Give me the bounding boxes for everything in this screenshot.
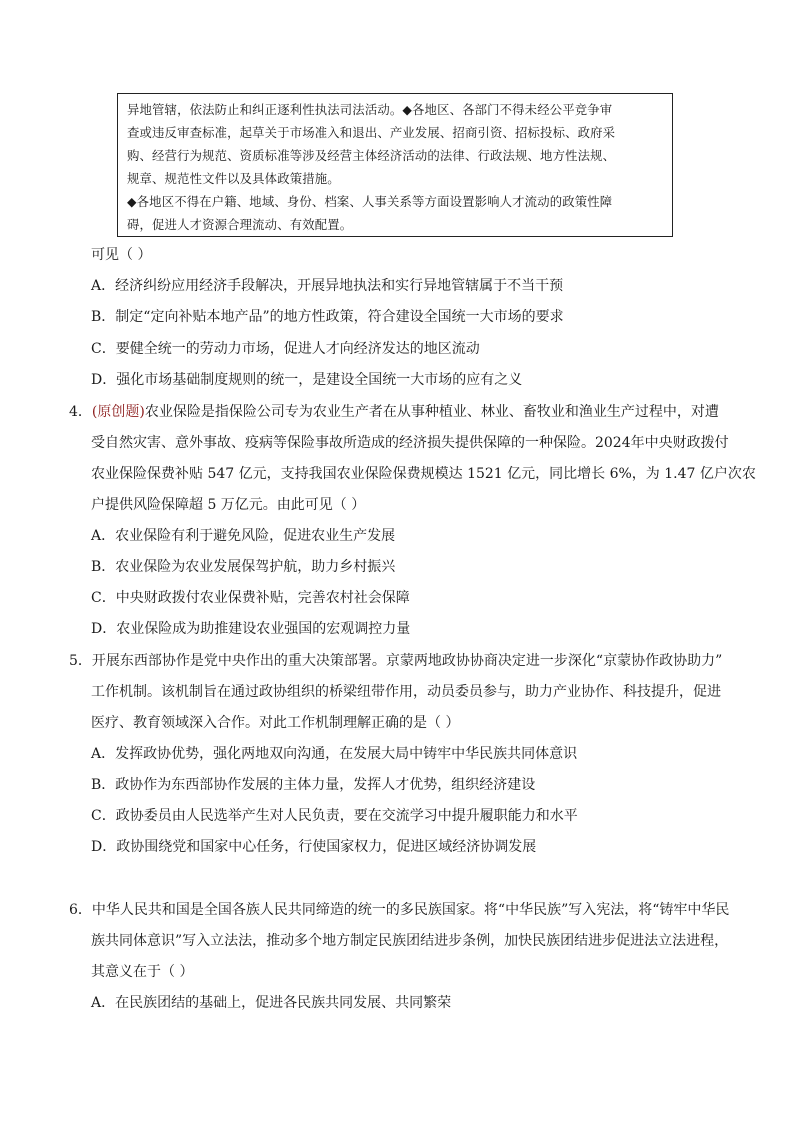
q5-stem-text: 开展东西部协作是党中央作出的重大决策部署。京蒙两地政协协商决定进一步深化“京蒙协作政协助力” xyxy=(91,653,723,669)
material-line: 碍，促进人才资源合理流动、有效配置。 xyxy=(127,217,353,232)
q4-stem-line: 农业保险保费补贴 547 亿元，支持我国农业保险保费规模达 1521 亿元，同比增长 6%，为 1.47 亿户次农 xyxy=(91,466,756,482)
q5-number: 5． xyxy=(69,653,92,669)
q3-option-b: B．制定“定向补贴本地产品”的地方性政策，符合建设全国统一大市场的要求 xyxy=(91,309,564,325)
q4-option-c: C．中央财政拨付农业保费补贴，完善农村社会保障 xyxy=(91,590,410,606)
q5-stem-first-line xyxy=(69,651,722,671)
q4-stem-first-line xyxy=(69,402,719,422)
q6-number: 6． xyxy=(69,902,92,918)
q3-stem-tail: 可见（ ） xyxy=(91,247,152,263)
original-question-tag: (原创题 xyxy=(91,404,140,420)
material-line: 购、经营行为规范、资质标准等涉及经营主体经济活动的法律、行政法规、地方性法规、 xyxy=(127,148,616,163)
q6-stem-line: 族共同体意识”写入立法法，推动多个地方制定民族团结进步条例，加快民族团结进步促进法立法进程， xyxy=(91,933,729,949)
original-question-tag-close: ) xyxy=(139,404,145,420)
q4-option-d: D．农业保险成为助推建设农业强国的宏观调控力量 xyxy=(91,621,411,637)
q6-option-a: A．在民族团结的基础上，促进各民族共同发展、共同繁荣 xyxy=(91,995,452,1011)
q3-option-c: C．要健全统一的劳动力市场，促进人才向经济发达的地区流动 xyxy=(91,341,480,357)
q3-option-a: A．经济纠纷应用经济手段解决，开展异地执法和实行异地管辖属于不当干预 xyxy=(91,278,564,294)
q5-stem-line: 工作机制。该机制旨在通过政协组织的桥梁纽带作用，动员委员参与，助力产业协作、科技提升，促进 xyxy=(91,684,721,700)
q5-option-b: B．政协作为东西部协作发展的主体力量，发挥人才优势，组织经济建设 xyxy=(91,777,536,793)
q4-option-a: A．农业保险有利于避免风险，促进农业生产发展 xyxy=(91,528,396,544)
q5-option-c: C．政协委员由人民选举产生对人民负责，要在交流学习中提升履职能力和水平 xyxy=(91,808,578,824)
q3-option-d: D．强化市场基础制度规则的统一，是建设全国统一大市场的应有之义 xyxy=(91,372,523,388)
q4-number: 4． xyxy=(69,404,92,420)
material-line: ◆各地区不得在户籍、地域、身份、档案、人事关系等方面设置影响人才流动的政策性障 xyxy=(127,194,613,209)
q4-stem-line: 户提供风险保障超 5 万亿元。由此可见（ ） xyxy=(91,497,366,513)
material-line: 查或违反审查标准，起草关于市场准入和退出、产业发展、招商引资、招标投标、政府采 xyxy=(127,125,616,140)
q4-stem-line: 受自然灾害、意外事故、疫病等保险事故所造成的经济损失提供保障的一种保险。2024年中央财政拨付 xyxy=(91,435,729,451)
q4-option-b: B．农业保险为农业发展保驾护航，助力乡村振兴 xyxy=(91,559,396,575)
q6-stem-text: 中华人民共和国是全国各族人民共同缔造的统一的多民族国家。将“中华民族”写入宪法，将“铸牢中华民 xyxy=(91,902,730,918)
q5-option-a: A．发挥政协优势，强化两地双向沟通，在发展大局中铸牢中华民族共同体意识 xyxy=(91,746,578,762)
material-line: 规章、规范性文件以及具体政策措施。 xyxy=(127,171,340,186)
q5-stem-line: 医疗、教育领域深入合作。对此工作机制理解正确的是（ ） xyxy=(91,715,460,731)
material-line: 异地管辖，依法防止和纠正逐利性执法司法活动。◆各地区、各部门不得未经公平竞争审 xyxy=(127,102,613,117)
material-box xyxy=(117,93,673,237)
q5-option-d: D．政协围绕党和国家中心任务，行使国家权力，促进区域经济协调发展 xyxy=(91,839,537,855)
q4-stem-text: 农业保险是指保险公司专为农业生产者在从事种植业、林业、畜牧业和渔业生产过程中，对遭 xyxy=(144,404,719,420)
q6-stem-first-line xyxy=(69,900,729,920)
q6-stem-line: 其意义在于（ ） xyxy=(91,964,194,980)
